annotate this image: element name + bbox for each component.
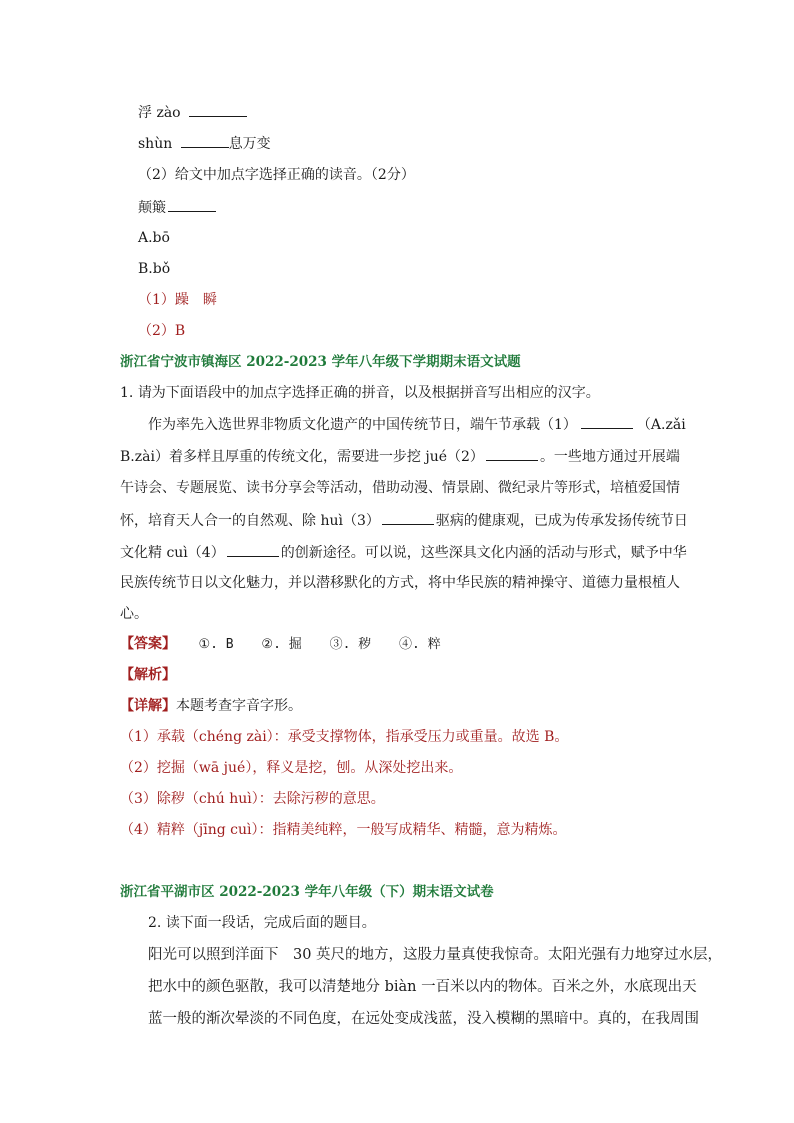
detail-line	[120, 696, 302, 716]
blank-word	[168, 197, 216, 212]
answer-4: ④. 粹	[399, 637, 441, 652]
para-line-2: B.zài）着多样且厚重的传统文化，需要进一步挖 jué（2） 。一些地方通过开展端	[120, 446, 680, 467]
detail-text: 本题考查字音字形。	[176, 698, 302, 714]
section2-heading: 浙江省平湖市区 2022-2023 学年八年级（下）期末语文试卷	[120, 884, 494, 900]
explanation-1: （1）承载（chéng zài）：承受支撑物体，指承受压力或重量。故选 B。	[120, 729, 569, 745]
analysis-label: 【解析】	[120, 667, 176, 683]
blank-shun	[181, 133, 229, 148]
explanation-3: （3）除秽（chú huì）：去除污秽的意思。	[120, 791, 385, 807]
prev-line-shun-suffix: 息万变	[228, 136, 271, 152]
blank-2	[486, 446, 538, 461]
para-line-7: 心。	[120, 606, 148, 622]
para-line-3: 午诗会、专题展览、读书分享会等活动，借助动漫、情景剧、微纪录片等形式，培植爱国情	[120, 480, 680, 496]
section1-question-text: 请为下面语段中的加点字选择正确的拼音，以及根据拼音写出相应的汉字。	[137, 385, 600, 401]
section1-heading: 浙江省宁波市镇海区 2022-2023 学年八年级下学期期末语文试题	[120, 354, 521, 370]
explanation-4: （4）精粹（jīng cuì）：指精美纯粹，一般写成精华、精髓，意为精炼。	[120, 822, 567, 838]
section1-question	[120, 383, 600, 403]
section2-question	[148, 913, 376, 933]
prev-answer-2: （2）B	[138, 323, 186, 339]
prev-line-shun-prefix: shùn	[138, 136, 173, 152]
prev-line-word	[138, 197, 216, 218]
section2-para-line-2: 把水中的颜色驱散，我可以清楚地分 biàn 一百米以内的物体。百米之外，水底现出天	[148, 979, 697, 995]
blank-1	[581, 414, 633, 429]
answer-line	[120, 634, 461, 655]
prev-option-a: A.bō	[138, 230, 170, 246]
prev-line-zao-prefix: 浮 zào	[138, 105, 181, 121]
answer-3: ③. 秽	[329, 637, 372, 652]
para-line-4: 怀，培育天人合一的自然观、除 huì（3） 驱病的健康观，已成为传承发扬传统节日	[120, 510, 688, 531]
section1-question-number: 1.	[120, 385, 134, 401]
detail-label: 【详解】	[120, 698, 176, 714]
answer-label: 【答案】	[120, 636, 176, 652]
answer-1: ①. B	[198, 637, 234, 652]
blank-3	[382, 510, 434, 525]
section2-question-text: 读下面一段话，完成后面的题目。	[165, 915, 376, 931]
prev-answer-1: （1）躁 瞬	[138, 292, 217, 308]
para-line-6: 民族传统节日以文化魅力，并以潜移默化的方式，将中华民族的精神操守、道德力量根植人	[120, 575, 680, 591]
answer-2: ②. 掘	[261, 637, 302, 652]
para-line-1: 作为率先入选世界非物质文化遗产的中国传统节日，端午节承载（1） （A.zǎi	[148, 414, 686, 435]
prev-word: 颠簸	[138, 200, 166, 216]
prev-option-b: B.bǒ	[138, 261, 171, 277]
para-line-5: 文化精 cuì（4） 的创新途径。可以说，这些深具文化内涵的活动与形式，赋予中华	[120, 542, 687, 563]
blank-4	[227, 542, 279, 557]
section2-para-line-1: 阳光可以照到洋面下 30 英尺的地方，这股力量真使我惊奇。太阳光强有力地穿过水层，	[148, 947, 723, 963]
section2-question-number: 2.	[148, 915, 162, 931]
explanation-2: （2）挖掘（wā jué），释义是挖，刨。从深处挖出来。	[120, 760, 463, 776]
blank-zao	[189, 102, 247, 117]
section2-para-line-3: 蓝一般的渐次晕淡的不同色度，在远处变成浅蓝，没入模糊的黑暗中。真的，在我周围	[148, 1011, 699, 1027]
prev-line-zao	[138, 102, 247, 123]
prev-sub-question-2: （2）给文中加点字选择正确的读音。（2分）	[138, 167, 415, 183]
prev-line-shun	[138, 133, 271, 154]
